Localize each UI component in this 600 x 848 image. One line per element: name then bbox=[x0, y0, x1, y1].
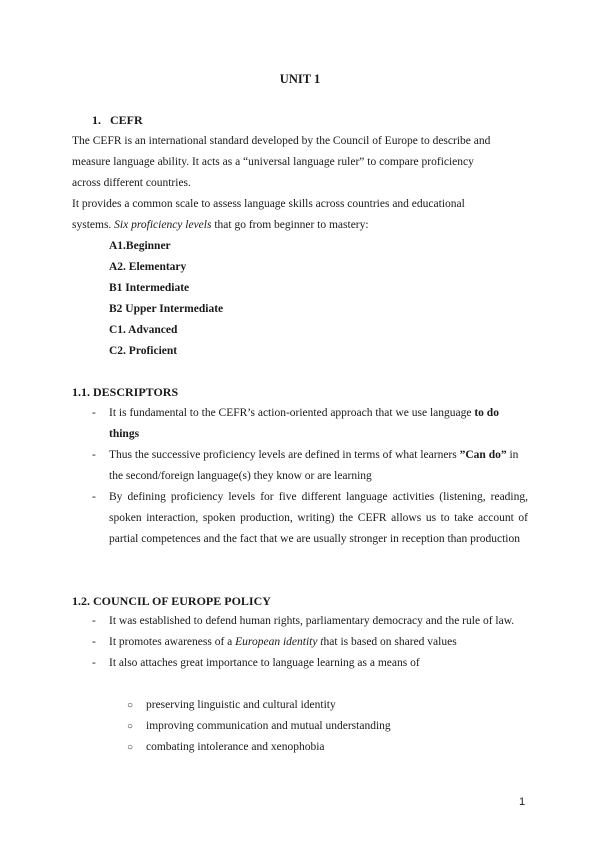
scale-text: It provides a common scale to assess language skills across countries and educational systems. bbox=[72, 198, 465, 231]
sublist-item bbox=[122, 737, 391, 758]
list-item bbox=[72, 445, 528, 487]
level-item: B1 Intermediate bbox=[109, 282, 190, 294]
list-item bbox=[72, 632, 528, 653]
descriptors-list bbox=[72, 403, 528, 550]
list-item-bold: to do things bbox=[109, 407, 499, 440]
dash-bullet: - bbox=[92, 407, 96, 419]
list-item-text: It also attaches great importance to language learning as a means of bbox=[109, 657, 420, 669]
descriptors-heading: 1.1. DESCRIPTORS bbox=[72, 385, 179, 399]
list-item-text-tail: hat is based on shared values bbox=[323, 636, 457, 648]
list-item bbox=[72, 611, 528, 632]
level-item: C2. Proficient bbox=[109, 345, 178, 357]
policy-sublist bbox=[122, 695, 391, 758]
dash-bullet: - bbox=[92, 636, 96, 648]
cefr-scale-paragraph bbox=[72, 194, 492, 236]
circle-bullet-icon: ○ bbox=[127, 721, 134, 732]
section-heading-cefr bbox=[92, 113, 143, 128]
list-item-text-tail: in the second/foreign language(s) they know or are learning bbox=[109, 449, 519, 482]
circle-bullet-icon: ○ bbox=[127, 700, 134, 711]
scale-emphasis: Six proficiency levels bbox=[114, 219, 212, 231]
sublist-item-text: improving communication and mutual understanding bbox=[146, 720, 391, 732]
sublist-item-text: combating intolerance and xenophobia bbox=[146, 741, 325, 753]
level-item: A2. Elementary bbox=[109, 261, 187, 273]
list-item bbox=[72, 487, 528, 550]
page-title: UNIT 1 bbox=[279, 72, 321, 86]
dash-bullet: - bbox=[92, 657, 96, 669]
list-item bbox=[72, 403, 528, 445]
council-policy-heading: 1.2. COUNCIL OF EUROPE POLICY bbox=[72, 594, 271, 608]
list-item-text: Thus the successive proficiency levels are defined in terms of what learners bbox=[109, 449, 460, 461]
level-item: B2 Upper Intermediate bbox=[109, 303, 224, 315]
level-item: A1.Beginner bbox=[109, 240, 171, 252]
section-title: CEFR bbox=[110, 113, 143, 127]
dash-bullet: - bbox=[92, 615, 96, 627]
proficiency-levels-list bbox=[109, 236, 223, 362]
scale-text-tail: that go from beginner to mastery: bbox=[211, 219, 369, 231]
sublist-item bbox=[122, 716, 391, 737]
cefr-intro-paragraph: The CEFR is an international standard developed by the Council of Europe to describe and measure language ability. It acts as a “universal language ruler” to compare proficiency across different countries. bbox=[72, 135, 491, 189]
list-item-text: It promotes awareness of a bbox=[109, 636, 236, 648]
list-item-text: It was established to defend human rights, parliamentary democracy and the rule of law. bbox=[109, 615, 515, 627]
dash-bullet: - bbox=[92, 449, 96, 461]
list-item-text: It is fundamental to the CEFR’s action-oriented approach that we use language bbox=[109, 407, 475, 419]
dash-bullet: - bbox=[92, 491, 96, 503]
page-number: 1 bbox=[519, 796, 526, 808]
list-item-bold: ”Can do” bbox=[459, 449, 507, 461]
circle-bullet-icon: ○ bbox=[127, 742, 134, 753]
list-item-italic: European identity t bbox=[235, 636, 324, 648]
list-item-text: By defining proficiency levels for five different language activities (listening, reading, spoken interaction, spoken production, writing) the CEFR allows us to take account of partial competences and the fact that we are usually stronger in reception than production bbox=[109, 491, 528, 545]
policy-list bbox=[72, 611, 528, 674]
sublist-item bbox=[122, 695, 391, 716]
level-item: C1. Advanced bbox=[109, 324, 178, 336]
list-item bbox=[72, 653, 528, 674]
section-number: 1. bbox=[92, 113, 101, 127]
sublist-item-text: preserving linguistic and cultural identity bbox=[146, 699, 336, 711]
